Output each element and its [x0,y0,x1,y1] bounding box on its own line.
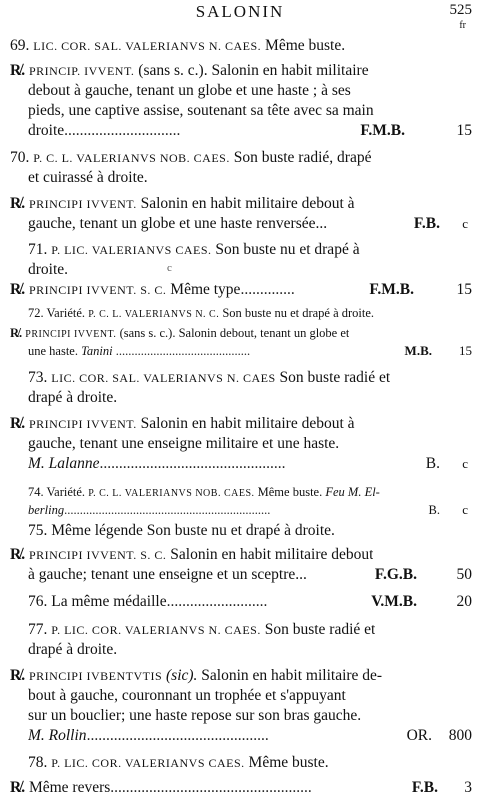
legend: LIC. COR. SAL. VALERIANVS N. CAES. [33,39,262,53]
legend: P. C. L. VALERIANVS NOB. CAES. [88,488,255,499]
grade: B. [425,455,440,472]
description: droite [28,122,65,139]
legend: P. LIC. COR. VALERIANVS CAES. [51,756,245,770]
grade: M.B. [404,343,432,358]
entry-number: 71. [28,241,48,258]
page-number: 525 [449,2,472,18]
price: 15 [459,343,472,358]
entry-number: 78. [28,754,48,771]
reverse-symbol: R̸. [10,779,26,796]
reverse-symbol: R̸. [10,195,26,212]
price: c [462,216,468,231]
price: 50 [456,566,472,583]
reverse-symbol: R̸. [10,546,26,563]
legend: PRINCIP. IVVENT. [28,64,135,78]
description: gauche, tenant un globe et une haste renversée... [28,215,328,232]
description: La même médaille [51,593,167,610]
page-sub-mark: fr [459,20,466,31]
description: Salonin en habit militaire debout à [140,195,355,212]
description: Salonin en habit militaire de- [201,667,383,684]
description: sur un bouclier; une haste repose sur son bras gauche. [28,707,362,724]
description: une haste. [28,344,78,358]
description: Même buste. [248,754,329,771]
page-header [0,0,480,36]
description: Son buste radié, drapé [233,149,372,166]
grade: V.M.B. [371,593,417,610]
description: droite. [28,261,69,278]
description: et cuirassé à droite. [28,169,148,186]
description: drapé à droite. [28,389,118,406]
reverse-symbol: R̸. [10,667,26,684]
legend: PRINCIPI IVVENT. S. C. [28,548,167,562]
legend: P. C. L. VALERIANVS N. C. [88,309,220,320]
description: Salonin en habit militaire debout à [140,415,355,432]
description: gauche, tenant une enseigne militaire et une haste. [28,435,340,452]
stray-mark: c [167,262,172,274]
legend: PRINCIPI IVVENT. S. C. [28,283,167,297]
description: (sans s. c.). Salonin debout, tenant un globe et [119,326,350,340]
legend: P. LIC. COR. VALERIANVS N. CAES. [51,623,261,637]
description: Son buste nu et drapé à [215,241,360,258]
entry-number: 69. [10,37,30,54]
entry-number: 70. [10,149,30,166]
variety-label: Variété. [46,306,86,320]
reverse-symbol: R̸. [10,281,26,298]
grade: B. [428,503,440,517]
reverse-symbol: R̸. [10,326,23,340]
collection-owner: berling [28,503,65,517]
description: drapé à droite. [28,641,118,658]
grade: F.M.B. [360,122,405,139]
legend: PRINCIPI IVVENT. [28,197,137,211]
variety-label: Variété. [46,485,86,499]
page-title: SALONIN [195,2,285,21]
description: à gauche; tenant une enseigne et un sceptre... [28,566,307,583]
entry-number: 73. [28,369,48,386]
collection-owner: Tanini [81,344,113,358]
description: Même revers [28,779,111,796]
price: 3 [464,779,472,796]
description: Même buste. [257,485,323,499]
description: Même légende Son buste nu et drapé à droite. [51,522,335,539]
grade: F.M.B. [369,281,414,298]
price: c [462,456,468,471]
sic-note: (sic). [166,667,198,684]
grade: F.B. [411,779,438,796]
price: 15 [456,281,472,298]
entry-number: 76. [28,593,48,610]
reverse-symbol: R̸. [10,415,26,432]
description: Même buste. [265,37,346,54]
legend: PRINCIPI IVBENTVTIS [28,669,163,683]
collection-owner: M. Lalanne [28,455,100,472]
legend: P. C. L. VALERIANVS NOB. CAES. [33,151,230,165]
description: Son buste radié et [264,621,376,638]
collection-owner: Feu M. El- [325,485,380,499]
grade: F.G.B. [374,566,417,583]
description: bout à gauche, couronnant un trophée et s'appuyant [28,687,346,704]
entry-number: 77. [28,621,48,638]
legend: PRINCIPI IVVENT. [28,417,137,431]
price: 20 [456,593,472,610]
reverse-symbol: R̸. [10,62,26,79]
entry-number: 74. [28,485,44,499]
description: Son buste radié et [279,369,391,386]
price: c [462,502,468,517]
description: Même type [170,281,241,298]
entry-number: 72. [28,306,44,320]
description: (sans s. c.). Salonin en habit militaire [138,62,369,79]
legend: LIC. COR. SAL. VALERIANVS N. CAES [51,371,276,385]
description: debout à gauche, tenant un globe et une haste ; à ses [28,82,351,99]
description: Son buste nu et drapé à droite. [222,306,375,320]
grade: F.B. [413,215,440,232]
description: pieds, une captive assise, soutenant sa tête avec sa main [28,102,374,119]
legend: P. LIC. VALERIANVS CAES. [51,243,212,257]
price: 800 [448,727,472,744]
price: 15 [456,122,472,139]
legend: PRINCIPI IVVENT. [25,329,117,340]
grade: OR. [406,727,432,744]
entry-number: 75. [28,522,48,539]
collection-owner: M. Rollin [28,727,87,744]
description: Salonin en habit militaire debout [170,546,374,563]
